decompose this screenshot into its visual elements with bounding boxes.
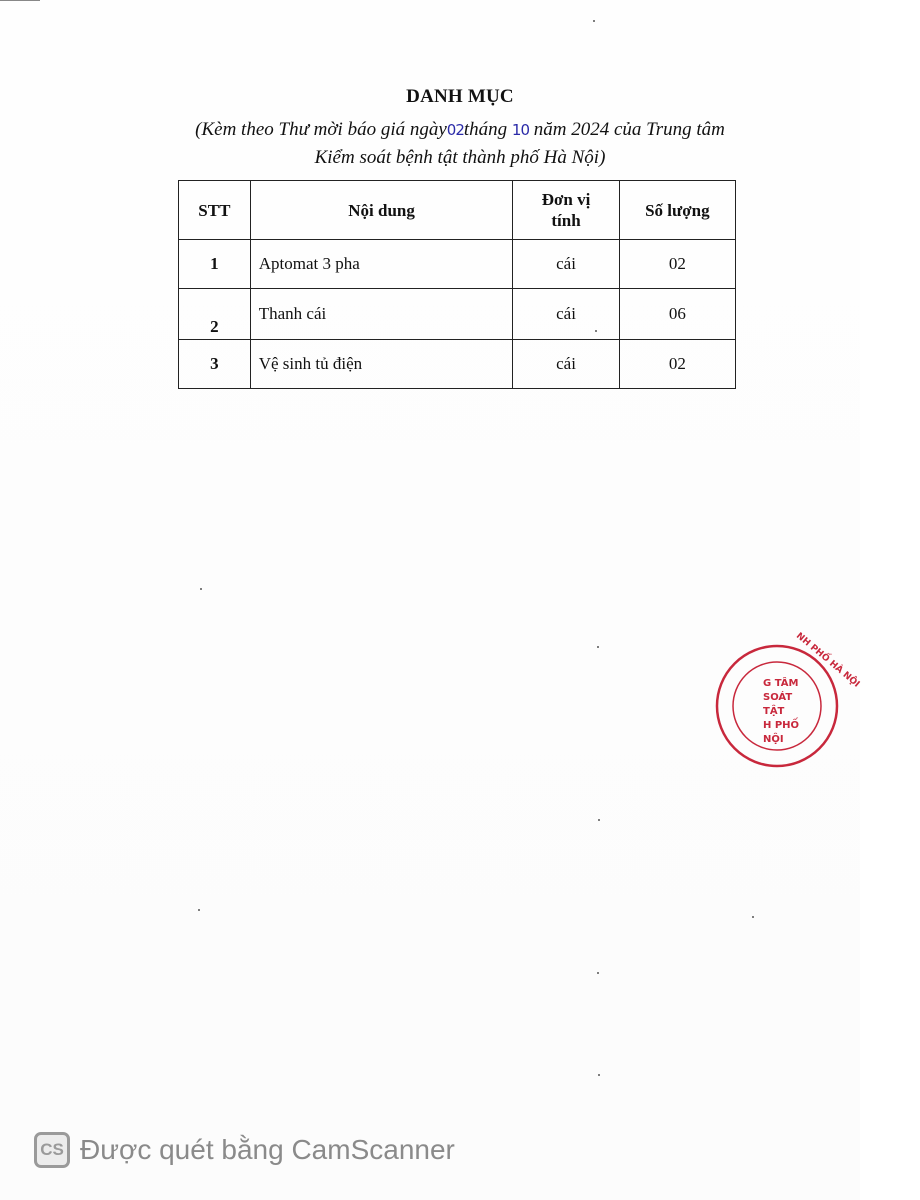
seal-line: G TÂM: [763, 678, 799, 689]
seal-line: TẬT: [763, 706, 785, 717]
seal-line: SOÁT: [763, 692, 793, 703]
row-qty: 02: [619, 240, 735, 289]
row-unit: cái: [513, 289, 619, 340]
camscanner-logo-icon: CS: [34, 1132, 70, 1168]
scan-speck: [597, 646, 599, 648]
handwritten-month: 10: [511, 121, 530, 139]
document-subtitle: [160, 116, 760, 172]
scan-speck: [598, 1074, 600, 1076]
row-content: Aptomat 3 pha: [250, 240, 513, 289]
row-content: Thanh cái: [250, 289, 513, 340]
header-qty: Số lượng: [619, 181, 735, 240]
scan-speck: [752, 916, 754, 918]
scanner-watermark: [34, 1132, 455, 1168]
scan-speck: [593, 20, 595, 22]
document-title: DANH MỤC: [406, 86, 514, 107]
subtitle-text-3: năm 2024 của Trung tâm: [533, 119, 725, 140]
subtitle-text-2: tháng: [463, 119, 508, 140]
table-row: [179, 289, 736, 340]
row-qty: 02: [619, 340, 735, 389]
row-stt: 3: [179, 340, 251, 389]
handwritten-day: 02: [446, 121, 464, 139]
header-unit-line1: Đơn vị: [541, 190, 591, 209]
header-content: Nội dung: [250, 181, 513, 240]
row-unit: cái: [513, 340, 619, 389]
table-row: [179, 240, 736, 289]
table-header-row: [179, 181, 736, 240]
row-stt: 1: [179, 240, 251, 289]
watermark-text: Được quét bằng CamScanner: [80, 1134, 455, 1165]
header-unit-line2: tính: [551, 211, 581, 230]
items-table: [178, 180, 736, 389]
seal-line: NỘI: [763, 734, 784, 745]
seal-ring-text: NH PHỐ HÀ NỘI: [794, 631, 862, 690]
table-row: [179, 340, 736, 389]
official-seal: [755, 631, 862, 776]
subtitle-text-1: (Kèm theo Thư mời báo giá ngày: [195, 119, 447, 140]
header-unit: [513, 181, 619, 240]
row-stt: 2: [179, 289, 251, 340]
seal-line: H PHỐ: [763, 720, 800, 731]
seal-graphic: [755, 631, 862, 776]
subtitle-line-2: Kiểm soát bệnh tật thành phố Hà Nội): [314, 147, 606, 168]
row-qty: 06: [619, 289, 735, 340]
scan-speck: [595, 330, 597, 332]
row-unit: cái: [513, 240, 619, 289]
scan-speck: [200, 588, 202, 590]
scan-speck: [198, 909, 200, 911]
corner-mark: [0, 0, 40, 7]
scan-speck: [597, 972, 599, 974]
row-content: Vệ sinh tủ điện: [250, 340, 513, 389]
scan-speck: [598, 819, 600, 821]
header-stt: STT: [179, 181, 251, 240]
